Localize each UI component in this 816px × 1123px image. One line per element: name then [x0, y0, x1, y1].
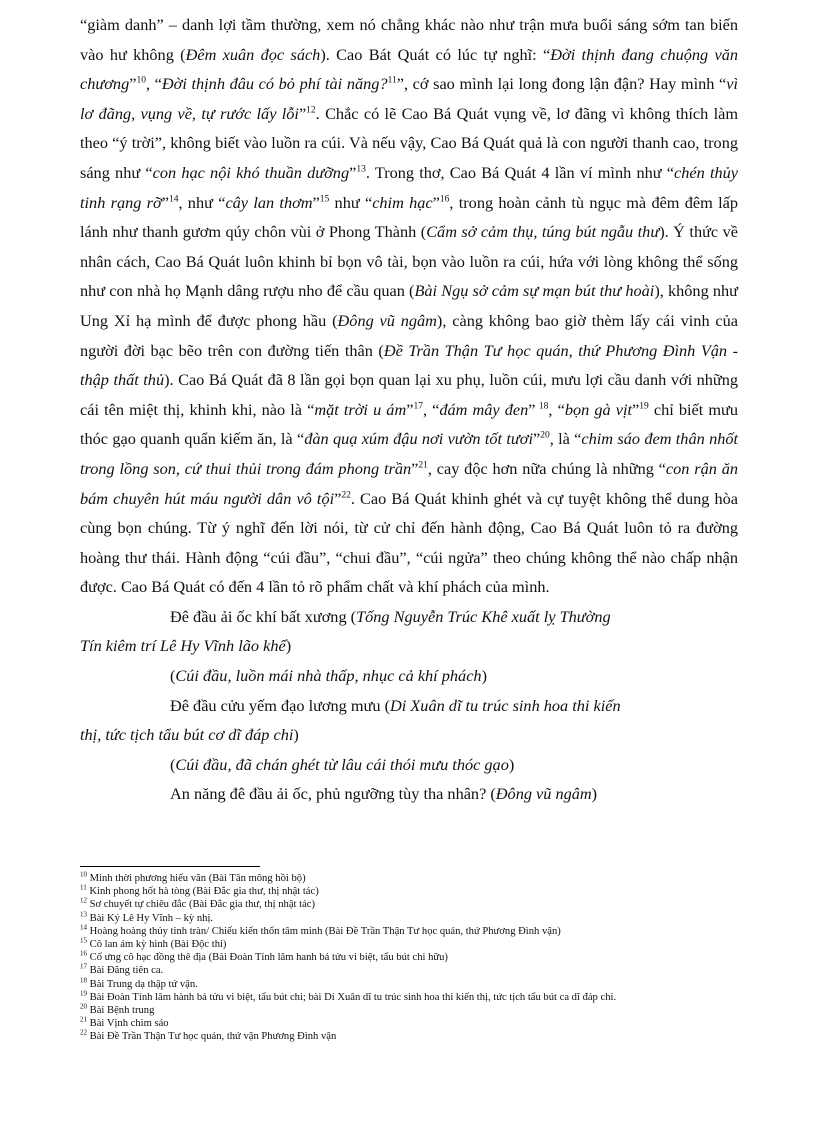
footnote: $^{15}$ Cô lan ám kỳ hinh (Bài Độc thi)	[80, 936, 227, 951]
verse-line: (Cúi đầu, luồn mái nhà thấp, nhục cả khí phách)	[170, 666, 487, 686]
footnote: $^{14}$ Hoàng hoàng thủy tinh tràn/ Chiếu kiến thốn tâm minh (Bài Đề Trần Thận Tư học quán, thứ Phương Đình vận)	[80, 923, 561, 937]
footnotes	[80, 872, 760, 1044]
verse-line: thị, tức tịch tẩu bút cơ dĩ đáp chi)	[80, 725, 299, 745]
footnote: $^{16}$ Cố ưng cô hạc đồng thê địa (Bài Đoàn Tính lâm hanh bả tửu vi biệt, tẩu bút chi hữu)	[80, 949, 448, 964]
footnote: $^{13}$ Bài Ký Lê Hy Vĩnh – kỳ nhị.	[80, 910, 214, 924]
footnote-divider	[80, 866, 260, 867]
footnote: $^{17}$ Bài Đăng tiên ca.	[80, 962, 164, 977]
body-paragraph: “giàm danh” – danh lợi tầm thường, xem nó chẳng khác nào như trận mưa buổi sáng sớm tan biến vào hư không (Đêm xuân đọc sách). Cao Bát Quát có lúc tự nghĩ: “Đời thịnh đang chuộng văn chương”$^{10}$, “Đời thịnh đâu có bỏ phí tài năng?$^{11}$”, cớ sao mình lại long đong lận đận? Hay mình “vì lơ đãng, vụng về, tự rước lấy lỗi”$^{12}$. Chắc có lẽ Cao Bá Quát vụng về, lơ đãng vì không thích làm theo “ý trời”, không biết vào luồn ra cúi. Và nếu vậy, Cao Bá Quát quả là con người thanh cao, trong sáng như “con hạc nội khó thuần dưỡng”$^{13}$. Trong thơ, Cao Bá Quát 4 lần ví mình như “chén thủy tinh rạng rỡ”$^{14}$, như “cây lan thơm”$^{15}$ như “chim hạc”$^{16}$, trong hoàn cảnh tù ngục mà đêm đêm lấp lánh như thanh gươm qúy chôn vùi ở Phong Thành (Cẩm sở cảm thụ, túng bút ngẫu thư). Ý thức về nhân cách, Cao Bá Quát luôn khinh bỉ bọn vô tài, bọn vào luồn ra cúi, hứa với lòng không thể sống như con nhà họ Mạnh dâng rượu nho để cầu quan (Bài Ngụ sở cảm sự mạn bút thư hoài), không như Ung Xỉ hạ mình để được phong hầu (Đông vũ ngâm), càng không bao giờ thèm lấy cái vinh của người đời bạc bẽo trên con đường tiến thân (Đề Trần Thận Tư học quán, thứ Phương Đình Vận - thập thất thủ). Cao Bá Quát đã 8 lần gọi bọn quan lại xu phụ, luồn cúi, mưu lợi cầu danh với những cái tên miệt thị, khinh khi, nào là “mặt trời u ám”$^{17}$, “đám mây đen” $^{18}$, “bọn gà vịt”$^{19}$ chỉ biết mưu thóc gạo quanh quẩn kiếm ăn, là “đàn quạ xúm đậu nơi vườn tốt tươi”$^{20}$, là “chim sáo đem thân nhốt trong lồng son, cứ thui thủi trong đám phong trần”$^{21}$, cay độc hơn nữa chúng là những “con rận ăn bám chuyên hút máu người dân vô tội”$^{22}$. Cao Bá Quát khinh ghét và cự tuyệt không thể dung hòa cùng bọn chúng. Từ ý nghĩ đến lời nói, từ cử chỉ đến hành động, Cao Bá Quát luôn tỏ ra đường hoàng thư thái. Hành động “cúi đầu”, “chui đầu”, “cúi ngửa” theo chúng không thể nào chấp nhận được. Cao Bá Quát có đến 4 lần tỏ rõ phẩm chất và khí phách của mình.	[80, 15, 739, 597]
page-content	[80, 10, 738, 809]
verse-line: An năng đê đầu ải ốc, phủ ngưỡng tùy tha nhân? (Đông vũ ngâm)	[170, 784, 598, 804]
verse-block	[80, 602, 738, 809]
footnote: $^{11}$ Kinh phong hốt hà tòng (Bài Đắc gia thư, thị nhật tác)	[80, 883, 319, 898]
footnote: $^{19}$ Bài Đoàn Tính lâm hành bả tửu vi biệt, tẩu bút chi; bài Di Xuân dĩ tu trúc sinh hoa thi kiến thị, tức tịch tẩu bút ca dĩ đáp chi.	[80, 989, 617, 1003]
footnote: $^{12}$ Sơ chuyết tự chiêu đắc (Bài Đắc gia thư, thị nhật tác)	[80, 896, 316, 911]
verse-line: Tín kiêm trí Lê Hy Vĩnh lão khế)	[80, 636, 292, 656]
footnote: $^{21}$ Bài Vịnh chim sáo	[80, 1015, 169, 1030]
footnote: $^{10}$ Minh thời phương hiếu văn (Bài Tân mông hồi bộ)	[80, 870, 306, 884]
verse-line: (Cúi đầu, đã chán ghét từ lâu cái thói mưu thóc gạo)	[170, 754, 515, 774]
footnote: $^{18}$ Bài Trung dạ thập tứ vận.	[80, 976, 198, 990]
verse-line: Đê đầu ải ốc khí bất xương (Tống Nguyễn Trúc Khê xuất lỵ Thường	[170, 606, 611, 626]
verse-line: Đê đầu cửu yếm đạo lương mưu (Di Xuân dĩ tu trúc sinh hoa thi kiến	[170, 695, 621, 715]
footnote: $^{22}$ Bài Đề Trần Thận Tư học quán, thứ vận Phương Đình vận	[80, 1028, 337, 1043]
footnote: $^{20}$ Bài Bệnh trung	[80, 1002, 155, 1017]
